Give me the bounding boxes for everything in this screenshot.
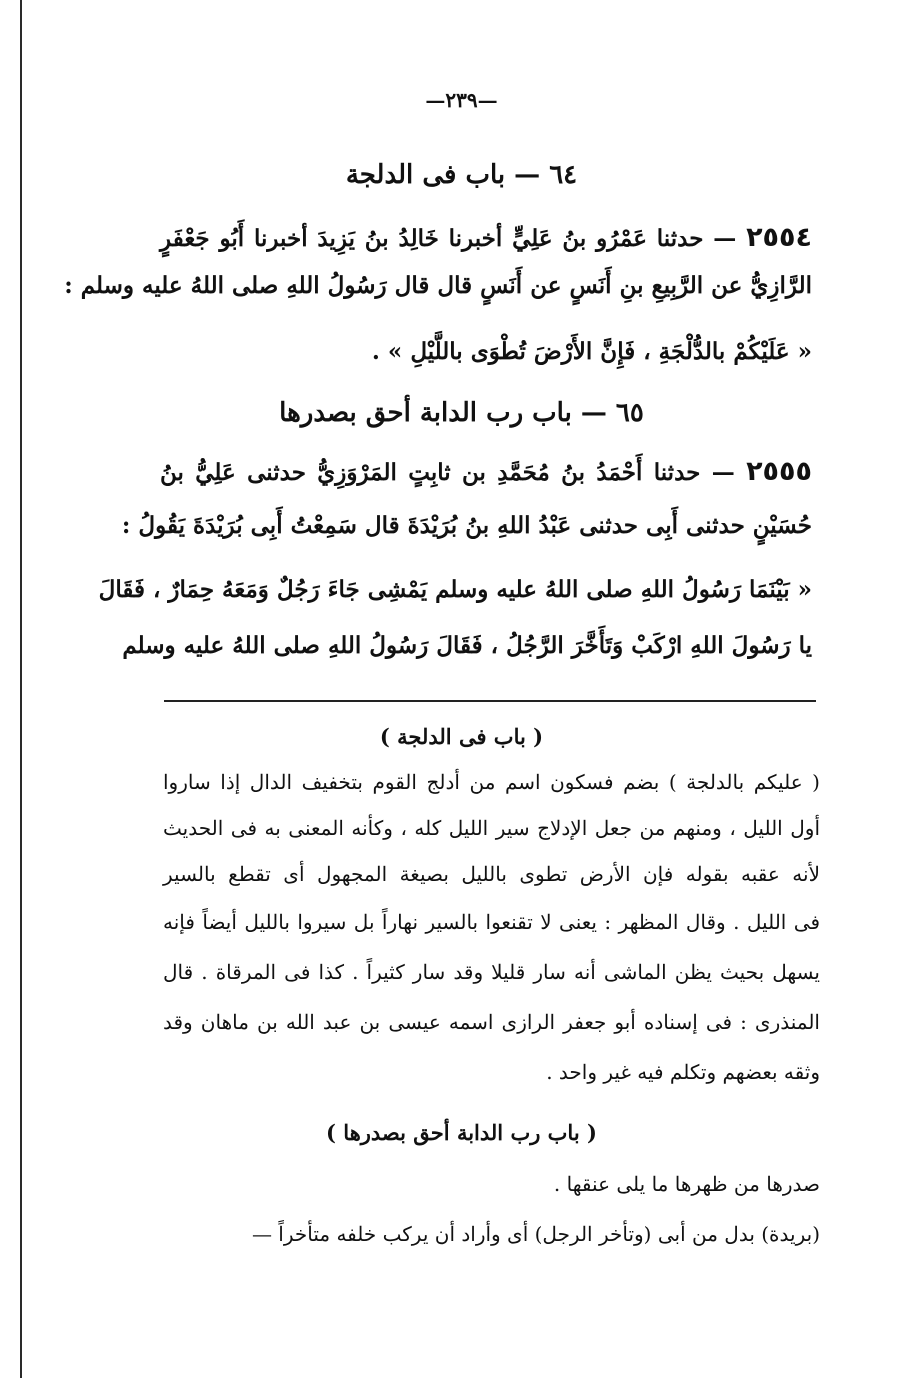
commentary-line: المنذرى : فى إسناده أبو جعفر الرازى اسمه عيسى بن عبد الله بن ماهان وقد xyxy=(163,1010,820,1034)
page-number: —٢٣٩— xyxy=(425,88,498,112)
hadith-2555-line-3: « بَيْنَمَا رَسُولُ اللهِ صلى اللهُ عليه وسلم يَمْشِى جَاءَ رَجُلٌ وَمَعَهُ حِمَارٌ ، فَقَالَ xyxy=(98,576,812,603)
commentary-line: لأنه عقبه بقوله فإن الأرض تطوى بالليل بصيغة المجهول أى تقطع بالسير xyxy=(163,862,820,886)
commentary-line: صدرها من ظهرها ما يلى عنقها . xyxy=(553,1172,820,1196)
commentary-line: يسهل بحيث يظن الماشى أنه سار قليلا وقد سار كثيراً . كذا فى المرقاة . قال xyxy=(163,960,820,984)
hadith-2555-line-2: حُسَيْنٍ حدثنى أَبِى حدثنى عَبْدُ اللهِ بنُ بُرَيْدَةَ قال سَمِعْتُ أَبِى بُرَيْدَةَ يَقُولُ : xyxy=(121,512,812,539)
commentary-line: أول الليل ، ومنهم من جعل الإدلاج سير الليل كله ، وكأنه المعنى به فى الحديث xyxy=(163,816,820,840)
chapter-64-heading: ٦٤ — باب فى الدلجة xyxy=(345,160,578,190)
hadith-2554-line-1 xyxy=(160,222,812,253)
commentary-heading-1: ( باب فى الدلجة ) xyxy=(379,724,544,749)
hadith-2555-line-4: يا رَسُولَ اللهِ ارْكَبْ وَتَأَخَّرَ الرَّجُلُ ، فَقَالَ رَسُولُ اللهِ صلى اللهُ عليه وسلم xyxy=(122,632,812,659)
hadith-2555-number: ٢٥٥٥ xyxy=(746,456,812,487)
commentary-line: ( عليكم بالدلجة ) بضم فسكون اسم من أدلج القوم بتخفيف الدال إذا ساروا xyxy=(163,770,820,794)
chapter-65-heading: ٦٥ — باب رب الدابة أحق بصدرها xyxy=(279,398,644,428)
commentary-line: وثقه بعضهم وتكلم فيه غير واحد . xyxy=(546,1060,820,1084)
hadith-2554-line-3: « عَلَيْكُمْ بالدُّلْجَةِ ، فَإِنَّ الأَرْضَ تُطْوَى باللَّيْلِ » . xyxy=(371,338,812,365)
footnote-divider xyxy=(164,700,816,702)
hadith-2554-number: ٢٥٥٤ xyxy=(746,222,812,253)
page-edge-line xyxy=(20,0,22,1378)
commentary-line: فى الليل . وقال المظهر : يعنى لا تقنعوا بالسير نهاراً بل سيروا بالليل أيضاً فإنه xyxy=(163,910,820,934)
commentary-heading-2: ( باب رب الدابة أحق بصدرها ) xyxy=(326,1120,597,1145)
commentary-line: (بريدة) بدل من أبى (وتأخر الرجل) أى وأراد أن يركب خلفه متأخراً — xyxy=(251,1222,820,1246)
hadith-text: — حدثنا عَمْرُو بنُ عَلِيٍّ أخبرنا خَالِدُ بنُ يَزِيدَ أخبرنا أَبُو جَعْفَرٍ xyxy=(160,225,737,252)
hadith-2554-line-2: الرَّازِيُّ عن الرَّبِيعِ بنِ أَنَسٍ عن أَنَسٍ قال قال رَسُولُ اللهِ صلى اللهُ عليه وسلم : xyxy=(64,272,812,299)
hadith-text: — حدثنا أَحْمَدُ بنُ مُحَمَّدِ بن ثابِتٍ المَرْوَزِيُّ حدثنى عَلِيُّ بنُ xyxy=(160,459,735,486)
hadith-2555-line-1 xyxy=(160,456,812,487)
